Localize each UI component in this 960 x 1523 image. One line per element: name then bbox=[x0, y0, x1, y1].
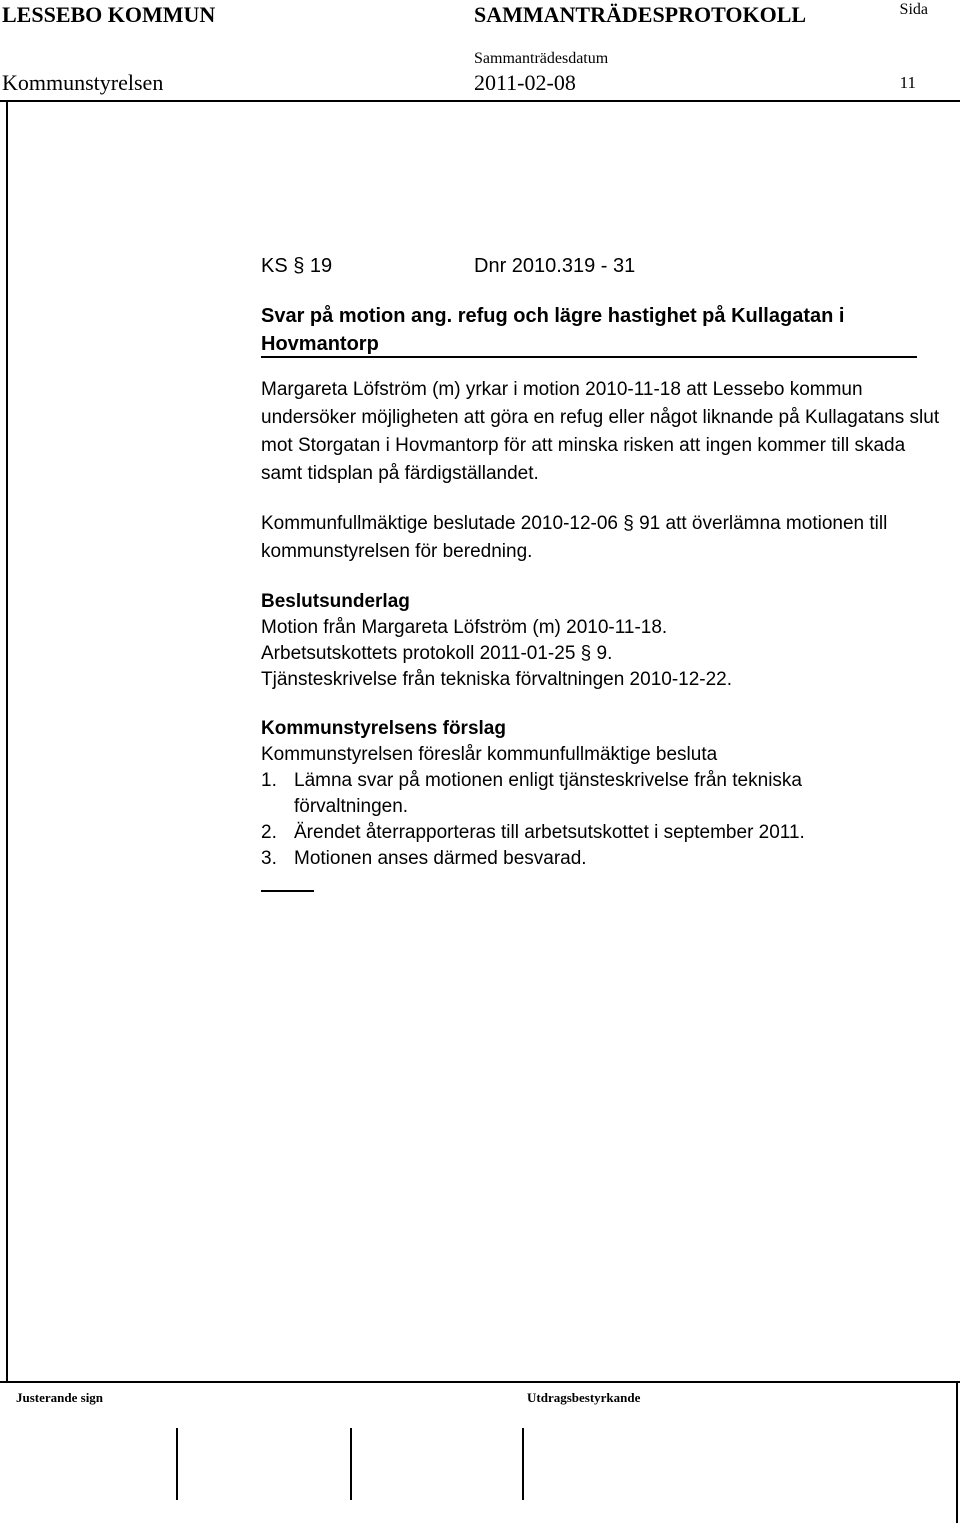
left-margin-rule bbox=[6, 100, 8, 1383]
end-rule bbox=[261, 890, 314, 892]
forslag-item bbox=[261, 820, 951, 846]
forslag-item-text: Motionen anses därmed besvarad. bbox=[294, 848, 587, 869]
forslag-item bbox=[261, 768, 894, 820]
document-type: SAMMANTRÄDESPROTOKOLL bbox=[474, 2, 807, 27]
beslutsunderlag-heading: Beslutsunderlag bbox=[261, 591, 410, 612]
beslutsunderlag-item: Tjänsteskrivelse från tekniska förvaltningen 2010-12-22. bbox=[261, 669, 733, 690]
forslag-section bbox=[261, 716, 951, 872]
forslag-intro: Kommunstyrelsen föreslår kommunfullmäktige besluta bbox=[261, 744, 718, 765]
beslutsunderlag-item: Motion från Margareta Löfström (m) 2010-11-18. bbox=[261, 617, 668, 638]
forslag-item-number: 1. bbox=[261, 770, 277, 791]
municipality-name: LESSEBO KOMMUN bbox=[2, 2, 216, 27]
case-title bbox=[261, 302, 951, 358]
council-decision-paragraph: Kommunfullmäktige beslutade 2010-12-06 § 91 att överlämna motionen till kommunstyrelsen för beredning. bbox=[261, 513, 888, 562]
forslag-item bbox=[261, 846, 951, 872]
signature-box-divider bbox=[350, 1428, 352, 1500]
justerande-sign-label: Justerande sign bbox=[16, 1390, 104, 1405]
meeting-date: 2011-02-08 bbox=[474, 70, 576, 95]
motion-paragraph: Margareta Löfström (m) yrkar i motion 2010-11-18 att Lessebo kommun undersöker möjligheten att göra en refug eller något liknande på Kullagatans slut mot Storgatan i Hovmantorp för att minska risken att ingen kommer till skada samt tidsplan på färdigställandet. bbox=[261, 379, 940, 484]
page-label: Sida bbox=[899, 1, 928, 18]
case-title-line1: Svar på motion ang. refug och lägre hastighet på Kullagatan i bbox=[261, 305, 845, 327]
date-label: Sammanträdesdatum bbox=[474, 50, 609, 67]
page-number: 11 bbox=[899, 73, 916, 92]
beslutsunderlag-section bbox=[261, 589, 951, 693]
forslag-item-text: Ärendet återrapporteras till arbetsutskottet i september 2011. bbox=[294, 822, 805, 843]
case-ref: KS § 19 bbox=[261, 255, 333, 277]
forslag-heading: Kommunstyrelsens förslag bbox=[261, 718, 506, 739]
beslutsunderlag-item: Arbetsutskottets protokoll 2011-01-25 § 9. bbox=[261, 643, 613, 664]
forslag-item-text: Lämna svar på motionen enligt tjänsteskrivelse från tekniska förvaltningen. bbox=[294, 770, 802, 817]
utdragsbestyrkande-label: Utdragsbestyrkande bbox=[527, 1390, 641, 1405]
case-dnr: Dnr 2010.319 - 31 bbox=[474, 255, 636, 277]
forslag-item-number: 2. bbox=[261, 822, 277, 843]
forslag-item-number: 3. bbox=[261, 848, 277, 869]
signature-box-divider bbox=[522, 1428, 524, 1500]
footer-rule bbox=[0, 1381, 960, 1383]
case-title-line2: Hovmantorp bbox=[261, 332, 917, 358]
header-rule bbox=[0, 100, 960, 102]
committee-name: Kommunstyrelsen bbox=[2, 70, 164, 95]
right-margin-rule bbox=[956, 1383, 958, 1523]
signature-box-divider bbox=[176, 1428, 178, 1500]
